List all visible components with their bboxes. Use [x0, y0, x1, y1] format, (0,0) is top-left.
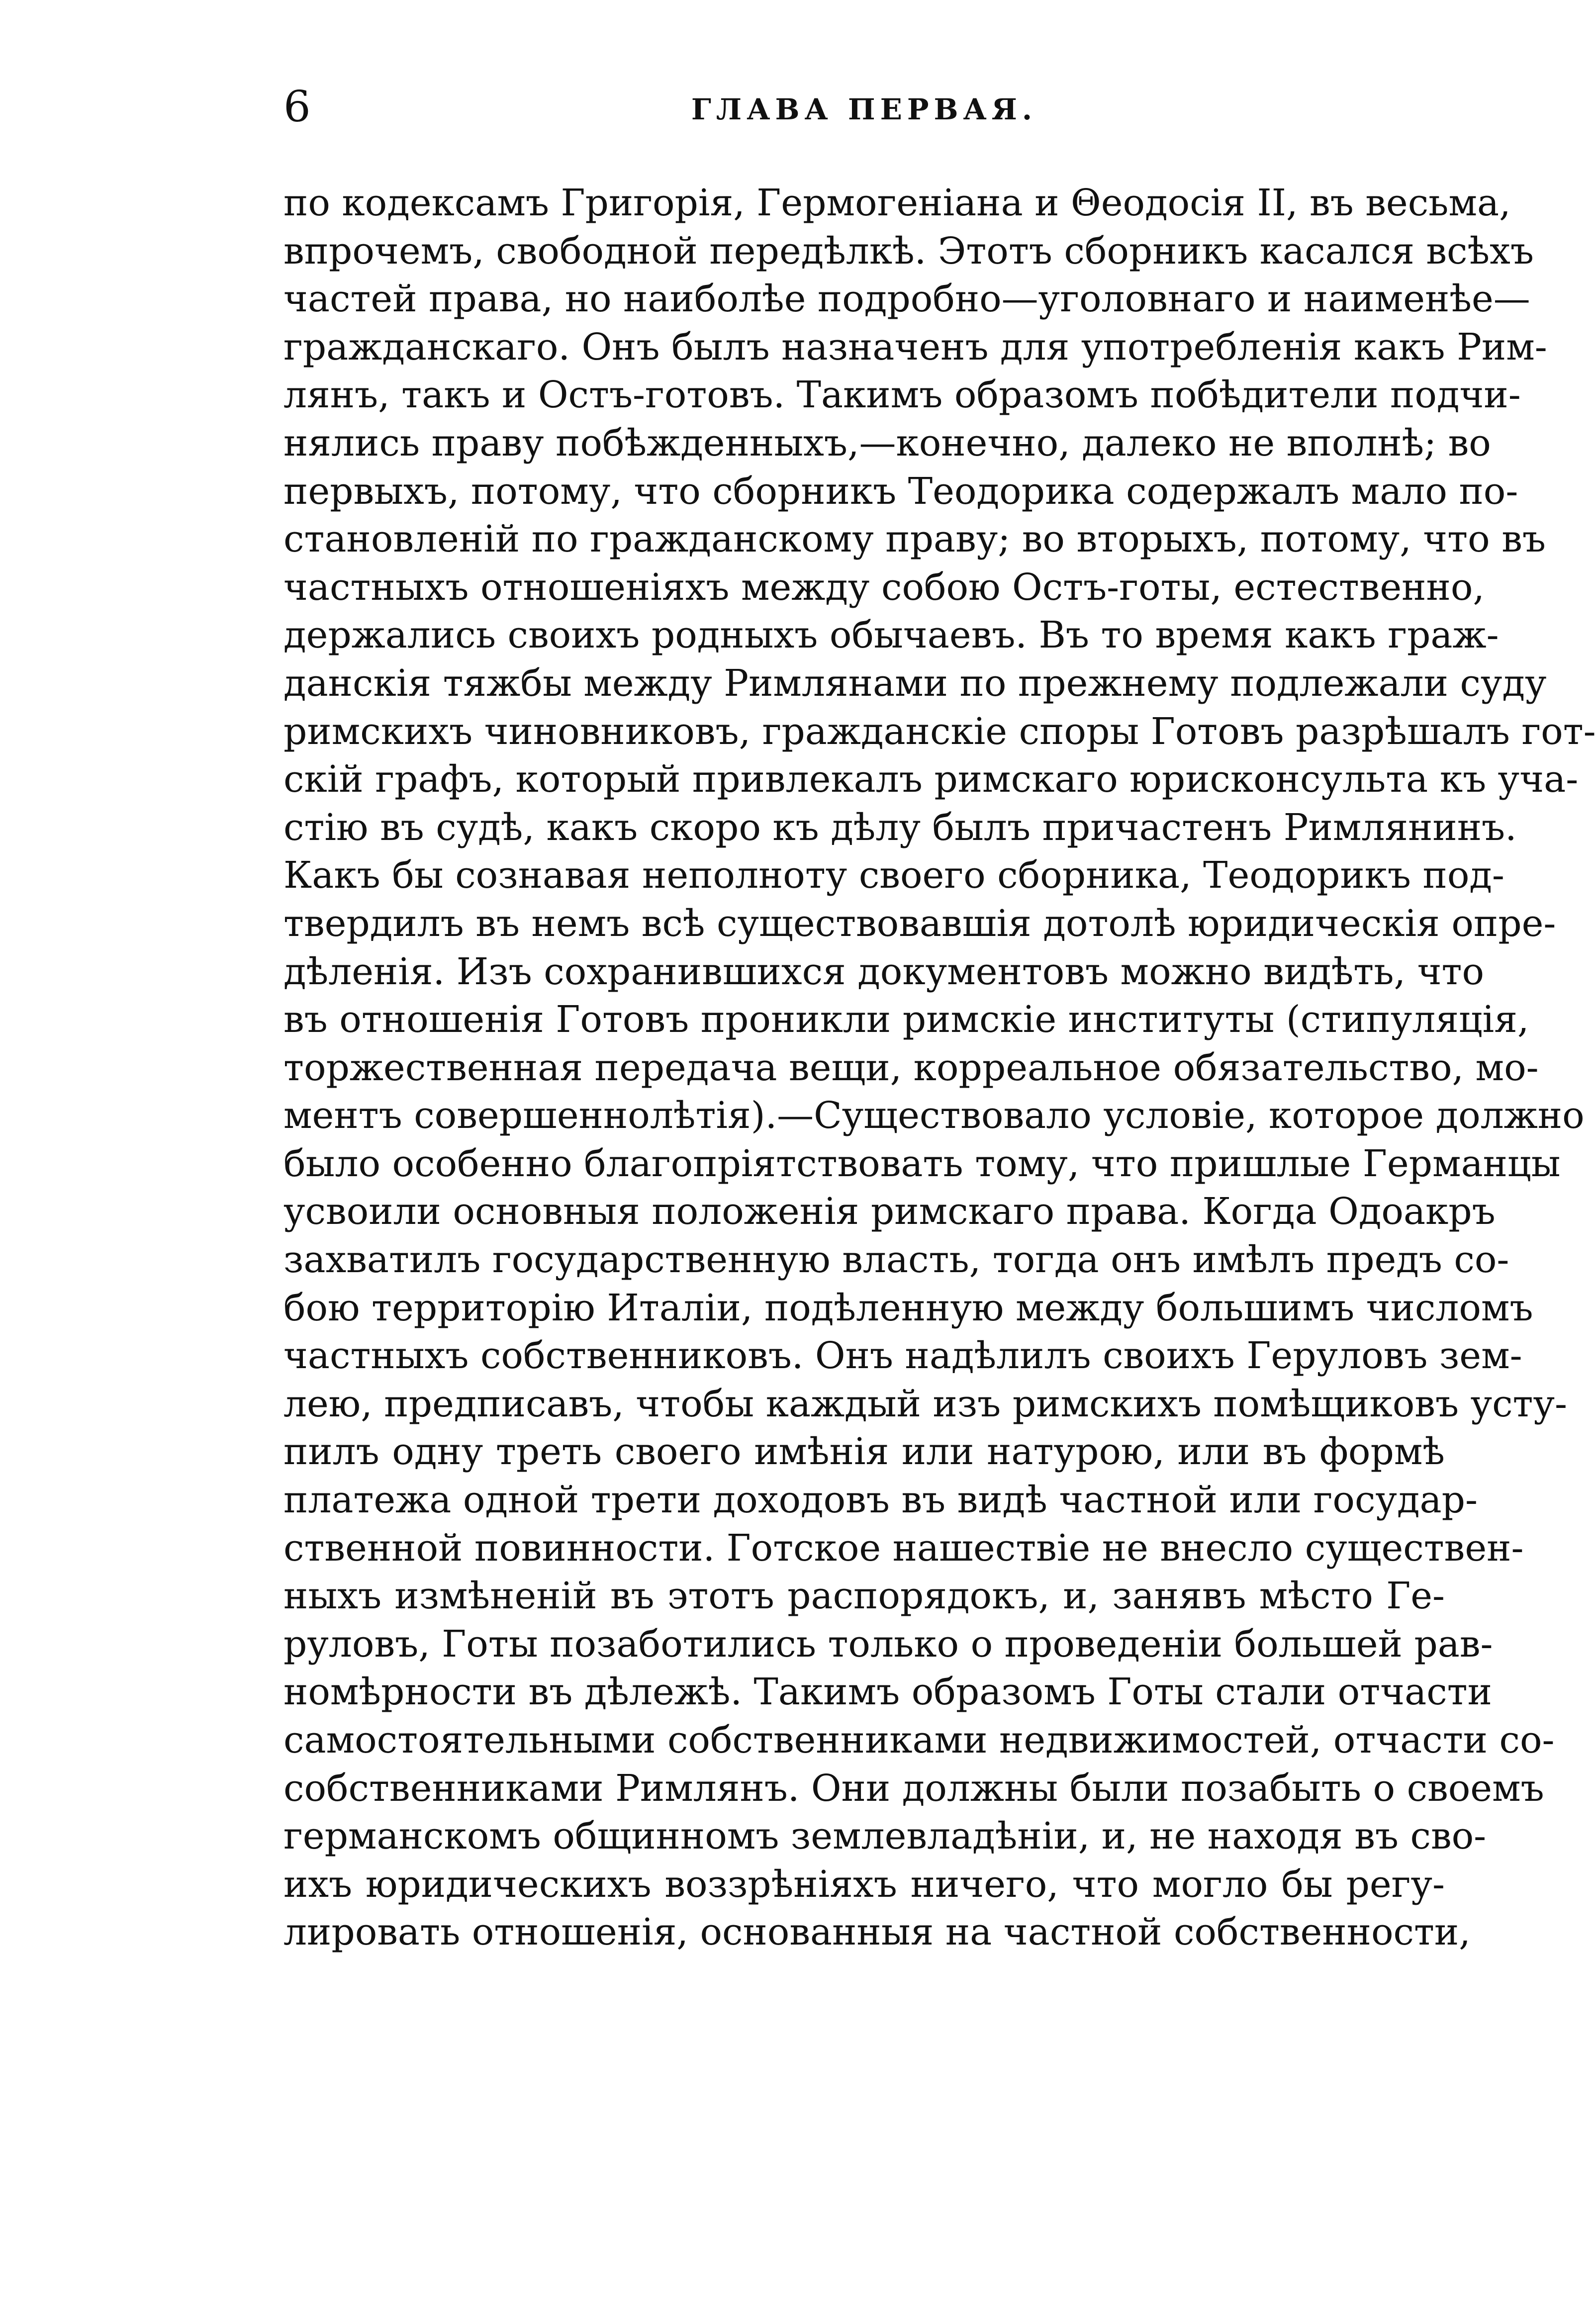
text-line: ныхъ измѣненій въ этотъ распорядокъ, и, занявъ мѣсто Ге- [283, 1575, 1445, 1618]
page-number: 6 [283, 82, 311, 132]
text-line: твердилъ въ немъ всѣ существовавшія дотолѣ юридическія опре- [283, 902, 1556, 945]
running-head: ГЛАВА ПЕРВАЯ. [691, 93, 1037, 126]
text-line: данскія тяжбы между Римлянами по прежнему подлежали суду [283, 661, 1547, 705]
text-line: усвоили основныя положенія римскаго права. Когда Одоакръ [283, 1190, 1496, 1233]
text-line: собственниками Римлянъ. Они должны были позабыть о своемъ [283, 1766, 1544, 1810]
text-line: скій графъ, который привлекалъ римскаго юрисконсульта къ уча- [283, 758, 1579, 801]
text-line: ментъ совершеннолѣтія).—Существовало условіе, которое должно [283, 1094, 1585, 1137]
text-line: дѣленія. Изъ сохранившихся документовъ можно видѣть, что [283, 950, 1484, 993]
text-line: платежа одной трети доходовъ въ видѣ частной или государ- [283, 1479, 1478, 1522]
text-line: Какъ бы сознавая неполноту своего сборника, Теодорикъ под- [283, 854, 1504, 897]
text-line: частей права, но наиболѣе подробно—уголовнаго и наименѣе— [283, 278, 1530, 321]
text-line: частныхъ собственниковъ. Онъ надѣлилъ своихъ Геруловъ зем- [283, 1334, 1522, 1378]
text-line: руловъ, Готы позаботились только о проведеніи большей рав- [283, 1622, 1493, 1666]
text-line: номѣрности въ дѣлежѣ. Такимъ образомъ Готы стали отчасти [283, 1671, 1492, 1714]
text-line: лянъ, такъ и Остъ-готовъ. Такимъ образомъ побѣдители подчи- [283, 373, 1521, 417]
text-line: римскихъ чиновниковъ, гражданскіе споры Готовъ разрѣшалъ гот- [283, 710, 1596, 753]
text-line: германскомъ общинномъ землевладѣніи, и, не находя въ сво- [283, 1815, 1487, 1858]
text-line: было особенно благопріятствовать тому, что пришлые Германцы [283, 1142, 1561, 1185]
page-header [283, 80, 1445, 139]
text-line: пилъ одну треть своего имѣнія или натурою, или въ формѣ [283, 1430, 1445, 1474]
text-line: ихъ юридическихъ воззрѣніяхъ ничего, что могло бы регу- [283, 1862, 1445, 1906]
text-line: по кодексамъ Григорія, Гермогеніана и Θеодосія II, въ весьма, [283, 182, 1511, 224]
text-line: самостоятельными собственниками недвижимостей, отчасти со- [283, 1719, 1555, 1762]
text-line: первыхъ, потому, что сборникъ Теодорика содержалъ мало по- [283, 469, 1518, 513]
text-line: торжественная передача вещи, корреальное обязательство, мо- [283, 1046, 1539, 1089]
text-line: частныхъ отношеніяхъ между собою Остъ-готы, естественно, [283, 565, 1485, 609]
text-line: держались своихъ родныхъ обычаевъ. Въ то время какъ граж- [283, 614, 1499, 657]
text-line: становленій по гражданскому праву; во вторыхъ, потому, что въ [283, 518, 1546, 561]
body-text [283, 179, 1596, 1956]
text-line: захватилъ государственную власть, тогда онъ имѣлъ предъ со- [283, 1238, 1509, 1282]
text-line: впрочемъ, свободной передѣлкѣ. Этотъ сборникъ касался всѣхъ [283, 229, 1534, 273]
text-line: лировать отношенія, основанныя на частной собственности, [283, 1911, 1471, 1954]
text-line: стію въ судѣ, какъ скоро къ дѣлу былъ причастенъ Римлянинъ. [283, 806, 1517, 849]
text-line: ственной повинности. Готское нашествіе не внесло существен- [283, 1526, 1524, 1570]
text-line: нялись праву побѣжденныхъ,—конечно, далеко не вполнѣ; во [283, 421, 1491, 464]
text-line: гражданскаго. Онъ былъ назначенъ для употребленія какъ Рим- [283, 325, 1547, 369]
text-line: бою территорію Италіи, подѣленную между большимъ числомъ [283, 1286, 1533, 1329]
text-line: въ отношенія Готовъ проникли римскіе институты (стипуляція, [283, 998, 1529, 1041]
text-line: лею, предписавъ, чтобы каждый изъ римскихъ помѣщиковъ усту- [283, 1382, 1568, 1425]
